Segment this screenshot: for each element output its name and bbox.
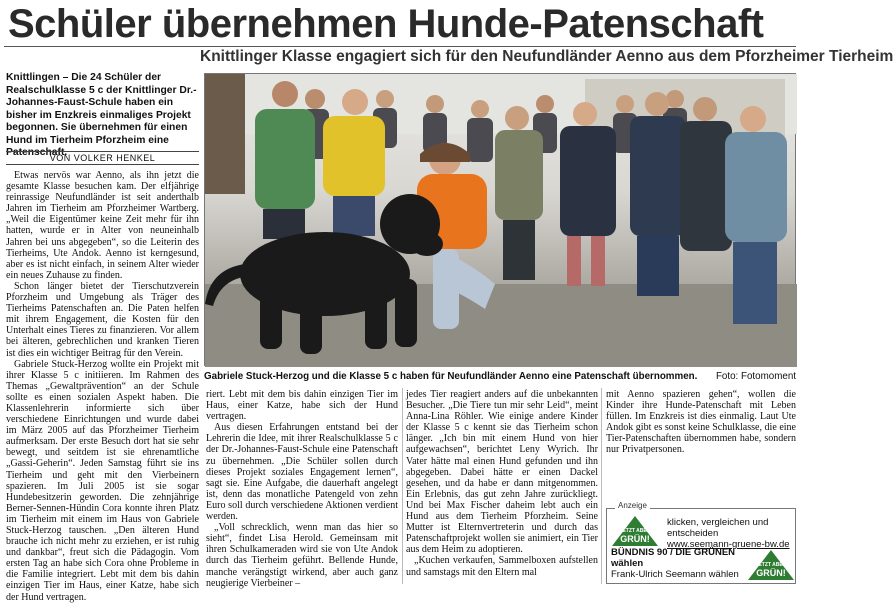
ad-candidate: Frank-Ulrich Seemann wählen	[611, 569, 739, 580]
article-photo	[204, 73, 796, 366]
gruen-badge-icon	[611, 515, 659, 547]
svg-text:GRÜN!: GRÜN!	[620, 534, 650, 544]
ad-website-link[interactable]: www.seemann-gruene-bw.de	[667, 539, 790, 550]
column-1	[6, 170, 199, 603]
column-divider	[601, 388, 602, 584]
paragraph: riert. Lebt mit dem bis dahin einzigen Tier im Haus, einer Katze, habe sich der Hund vertragen.	[206, 389, 398, 423]
column-2	[206, 389, 398, 589]
photo-caption-line	[204, 370, 796, 384]
column-3	[406, 389, 598, 584]
kid-blue-jacket	[725, 132, 787, 242]
ad-slogan: klicken, vergleichen und entscheiden	[667, 517, 769, 539]
kid-green-jacket	[255, 109, 315, 209]
paragraph: „Voll schrecklich, wenn man das hier so sieht“, findet Lisa Herold. Gemeinsam mit ihren Schulkameraden wird sie von Ute Andok durch das Tierheim geführt. Bellende Hunde, manche verängstigt wirkend, aber auch ganz neugierige Vierbeiner –	[206, 522, 398, 589]
paragraph: mit Aenno spazieren gehen“, wollen die Kinder ihre Hunde-Patenschaft mit Leben füllen. Im Enzkreis ist dies einmalig. Laut Ute Andok gibt es sonst keine Schulklasse, die eine Tier-Patenschaften übernommen habe, sondern nur Privatpersonen.	[606, 389, 796, 456]
ad-party-name: BÜNDNIS 90 / DIE GRÜNEN wählen	[611, 547, 736, 569]
photo-scene	[205, 74, 797, 367]
ad-tag: Anzeige	[615, 501, 650, 510]
paragraph: Gabriele Stuck-Herzog wollte ein Projekt mit ihrer Klasse 5 c initiieren. Im Rahmen des Themas „Gewaltprävention“ an der Schule sollte es einen sozialen Aspekt haben. Die Klassenlehrerin informierte sich über verschiedene Einrichtungen und wurde dabei im März 2005 auf das Pforzheimer Tierheim aufmerksam. Der erste Besuch dort hat sie sehr bewegt, und seitdem ist sie ehrenamtliche „Gassi-Geherin“. Jeden Samstag führt sie ins Tierheim und geht mit den Vierbeinern spazieren. Im Juli 2005 ist sie sogar Hundebesitzerin geworden. Die zehnjährige Berner-Sennen-Hündin Cora konnte ihren Platz im Tierheim mit einem im Haus von Gabriele Stuck-Herzog tauschen. „Den älteren Hund brauche ich nicht mehr zu erziehen, er ist ruhig und dankbar“, freut sich die Pädagogin. Vom ersten Tag an habe sich Cora ohne Probleme in die Familie integriert. Lebt mit dem bis dahin einzigen Tier im Haus, einer Katze, habe sich der Hund vertragen.	[6, 358, 199, 603]
lead-paragraph: Knittlingen – Die 24 Schüler der Realschulklasse 5 c der Knittlinger Dr.-Johannes-Faust-Schule haben ein bisher im Enzkreis einmaliges Projekt begonnen. Sie übernehmen für einen Hund im Tierheim Pforzheim eine Patenschaft.	[6, 72, 197, 158]
advertisement[interactable]	[606, 501, 796, 584]
svg-text:JETZT ABER: JETZT ABER	[755, 562, 787, 568]
photo-caption: Gabriele Stuck-Herzog und die Klasse 5 c haben für Neufundländer Aenno eine Patenschaft übernommen.	[204, 371, 698, 382]
column-divider	[402, 388, 403, 584]
column-4	[606, 389, 796, 499]
svg-text:JETZT ABER: JETZT ABER	[619, 528, 651, 534]
headline: Schüler übernehmen Hunde-Patenschaft	[8, 2, 764, 46]
subheadline: Knittlinger Klasse engagiert sich für den Neufundländer Aenno aus dem Pforzheimer Tierheim	[200, 48, 893, 65]
photo-credit: Foto: Fotomoment	[715, 371, 796, 382]
paragraph: Schon länger bietet der Tierschutzverein Pforzheim und Umgebung als Träger des Tierheims Patenschaften an. Die Paten helfen mit ihrem Engagement, die Kosten für den Unterhalt eines Tieres zu finanzieren. Vor allem bei älteren, gebrechlichen und kranken Tieren ist dies ein wichtiger Beitrag für den Verein.	[6, 280, 199, 359]
kid-yellow-jacket	[323, 116, 385, 196]
gruen-badge-icon	[747, 549, 795, 581]
paragraph: „Kuchen verkaufen, Sammelboxen aufstellen und samstags mit den Eltern mal	[406, 555, 598, 578]
paragraph: Etwas nervös war Aenno, als ihn jetzt die gesamte Klasse besuchen kam. Der elfjährige reinrassige Neufundländer ist seit anderthalb Jahren im Tierheim am Pforzheimer Wartberg. „Weil die Eigentümer keine Zeit mehr für ihn hatten, wurde er in Alter von neuneinhalb Jahren bei uns abgegeben“, so die Leiterin des Tierheims, Ute Andok. Aenno ist kerngesund, aber es ist nicht einfach, in seinem Alter wieder ein neues Zuhause zu finden.	[6, 170, 199, 281]
byline: VON VOLKER HENKEL	[6, 151, 199, 165]
paragraph: jedes Tier reagiert anders auf die unbekannten Besucher. „Die Tiere tun mir sehr Leid“, meint Anna-Lina Röhler. Wie einige andere Kinder der Klasse 5 c kennt sie das Tierheim schon länger. „Ich bin mit einem Hund von hier aufgewachsen“, berichtet Leny Wyrich. Ihr Vater hätte mal einen Hund gefunden und ihn abgegeben. Dabei hätte er einen Dackel gesehen, und da habe er dann mitgenommen. Ein Erlebnis, das gut zehn Jahre zurückliegt. Und bei Max Fischer daheim lebt auch ein Hund aus dem Tierheim Pforzheim. Seine Mutter ist Elternvertreterin und durch das Patenschaftprojekt wollen sie animiert, ein Tier aus dem Heim zu adoptieren.	[406, 389, 598, 556]
svg-text:GRÜN!: GRÜN!	[756, 568, 786, 578]
paragraph: Aus diesen Erfahrungen entstand bei der Lehrerin die Idee, mit ihrer Realschulklasse 5 c der Dr.-Johannes-Faust-Schule eine Patenschaft zu übernehmen. „Die Schüler sollen durch dieses Projekt soziales Engagement lernen“, sagt sie. Eine Aufgabe, die dauerhaft angelegt ist, denn das monatliche Patengeld von zehn Euro soll durch verschiedene Aktionen verdient werden.	[206, 422, 398, 523]
ad-party	[611, 547, 751, 580]
